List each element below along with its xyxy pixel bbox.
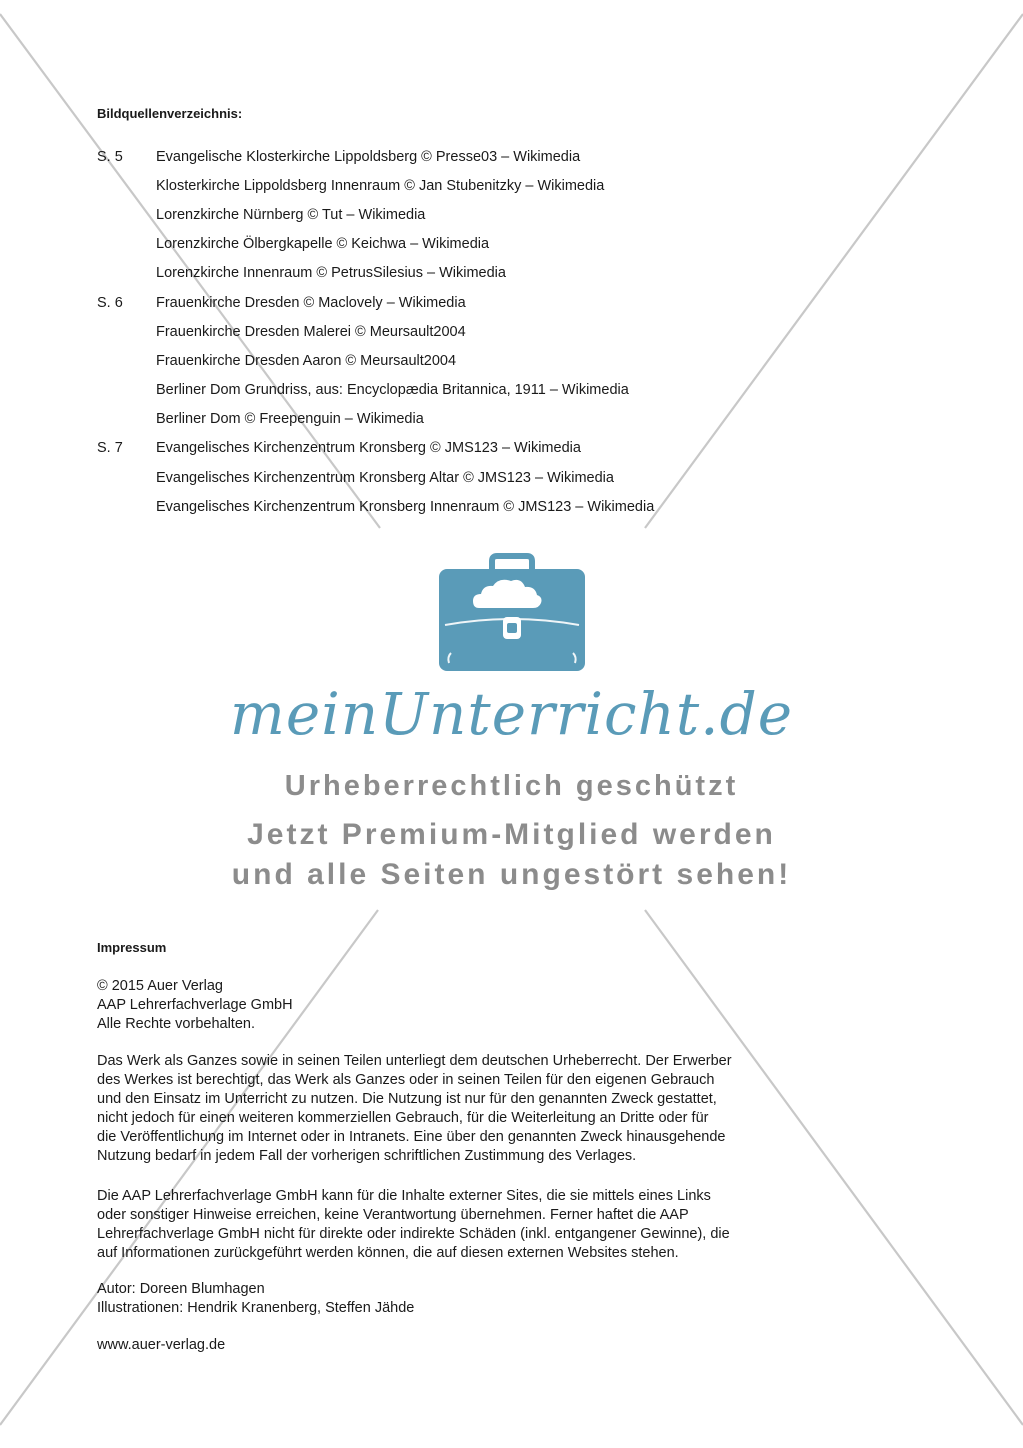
liability-line: auf Informationen zurückgeführt werden können, die auf diesen externen Websites stehen. [97,1245,679,1261]
source-text: Lorenzkirche Ölbergkapelle © Keichwa – Wikimedia [156,236,490,253]
rights-line: nicht jedoch für einen weiteren kommerziellen Gebrauch, für die Weiterleitung an Dritte oder für [97,1110,709,1126]
copyright-block [97,977,797,1034]
rights-line: Das Werk als Ganzes sowie in seinen Teilen unterliegt dem deutschen Urheberrecht. Der Erwerber [97,1053,732,1069]
source-text: Frauenkirche Dresden Malerei © Meursault2004 [156,323,466,340]
source-text: Lorenzkirche Nürnberg © Tut – Wikimedia [156,206,426,223]
rights-line: und den Einsatz im Unterricht zu nutzen. Die Nutzung ist nur für den genannten Zweck gestattet, [97,1091,717,1107]
source-row [97,200,654,229]
brand-logo-text: meinUnterricht.de [229,680,794,748]
watermark-copyright-notice: Urheberrechtlich geschützt [284,770,739,802]
source-text: Frauenkirche Dresden © Maclovely – Wikimedia [156,294,466,311]
website-text: www.auer-verlag.de [97,1337,226,1353]
watermark-premium-line1: Jetzt Premium-Mitglied werden [247,818,776,851]
source-text: Berliner Dom Grundriss, aus: Encyclopædia Britannica, 1911 – Wikimedia [156,382,629,399]
source-row [97,230,654,259]
source-row [97,346,654,375]
source-text: Evangelisches Kirchenzentrum Kronsberg © JMS123 – Wikimedia [156,440,581,457]
source-row [97,317,654,346]
liability-line: oder sonstiger Hinweise erreichen, keine Verantwortung übernehmen. Ferner haftet die AAP [97,1207,689,1223]
liability-line: Lehrerfachverlage GmbH nicht für direkte oder indirekte Schäden (inkl. entgangener Gewinne), die [97,1226,730,1242]
source-row [97,405,654,434]
source-text: Lorenzkirche Innenraum © PetrusSilesius – Wikimedia [156,265,506,282]
source-row [97,434,654,463]
copyright-line: AAP Lehrerfachverlage GmbH [97,997,293,1013]
source-page: S. 6 [97,294,123,311]
rights-line: die Veröffentlichung im Internet oder in Intranets. Eine über den genannten Zweck hinausgehende [97,1129,726,1145]
source-page: S. 5 [97,148,123,165]
source-row [97,259,654,288]
author-line: Autor: Doreen Blumhagen [97,1281,265,1297]
liability-line: Die AAP Lehrerfachverlage GmbH kann für die Inhalte externer Sites, die sie mittels eines Links [97,1188,711,1204]
copyright-line: © 2015 Auer Verlag [97,978,223,994]
source-page: S. 7 [97,440,123,457]
watermark-premium-line2: und alle Seiten ungestört sehen! [231,858,792,891]
briefcase-cloud-icon [437,553,587,673]
source-row [97,142,654,171]
illustrators-line: Illustrationen: Hendrik Kranenberg, Steffen Jähde [97,1300,415,1316]
image-sources-list [97,142,654,521]
source-text: Evangelisches Kirchenzentrum Kronsberg Altar © JMS123 – Wikimedia [156,469,614,486]
rights-paragraph [97,1052,797,1166]
source-text: Klosterkirche Lippoldsberg Innenraum © Jan Stubenitzky – Wikimedia [156,177,605,194]
source-row [97,463,654,492]
source-text: Frauenkirche Dresden Aaron © Meursault2004 [156,352,457,369]
copyright-line: Alle Rechte vorbehalten. [97,1016,255,1032]
publisher-website-link[interactable] [97,1336,797,1355]
impressum-title: Impressum [97,940,167,955]
liability-paragraph [97,1187,797,1263]
source-text: Evangelische Klosterkirche Lippoldsberg © Presse03 – Wikimedia [156,148,581,165]
source-row [97,492,654,521]
source-row [97,171,654,200]
source-row [97,376,654,405]
rights-line: des Werkes ist berechtigt, das Werk als Ganzes oder in seinen Teilen für den eigenen Gebrauch [97,1072,715,1088]
source-text: Evangelisches Kirchenzentrum Kronsberg Innenraum © JMS123 – Wikimedia [156,498,655,515]
source-row [97,288,654,317]
source-text: Berliner Dom © Freepenguin – Wikimedia [156,411,424,428]
image-sources-title: Bildquellenverzeichnis: [97,106,243,121]
rights-line: Nutzung bedarf in jedem Fall der vorherigen schriftlichen Zustimmung des Verlages. [97,1148,637,1164]
credits-block [97,1280,797,1318]
